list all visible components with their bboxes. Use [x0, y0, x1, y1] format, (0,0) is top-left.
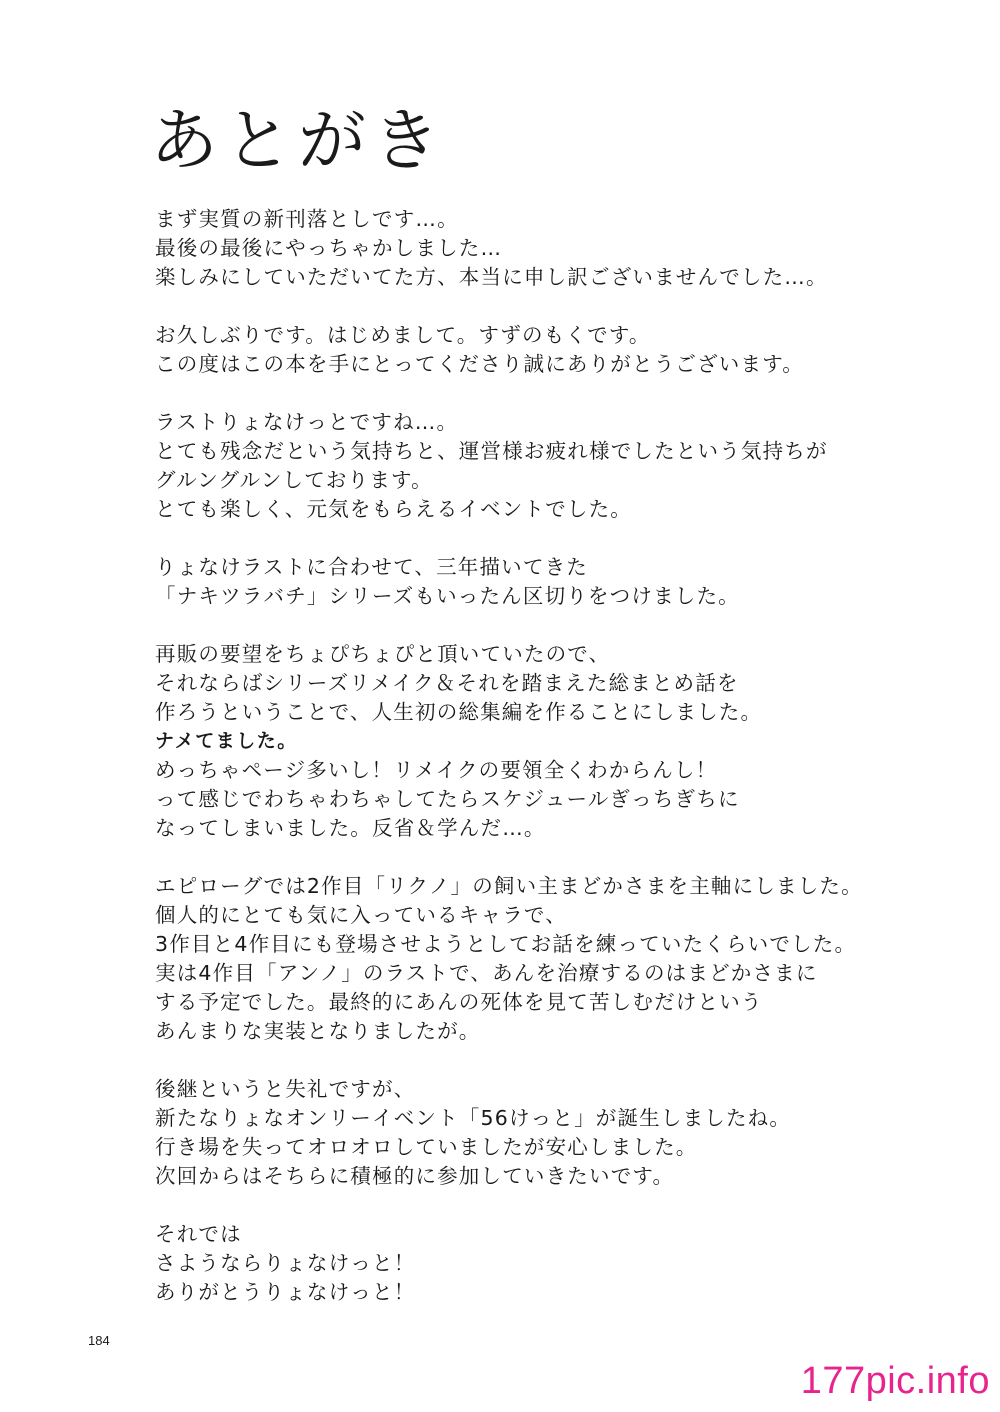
text-line: 新たなりょなオンリーイベント「56けっと」が誕生しましたね。 [155, 1106, 792, 1130]
watermark: 177pic.info [800, 1360, 990, 1402]
text-line: って感じでわちゃわちゃしてたらスケジュールぎっちぎちに [155, 787, 740, 811]
text-line: ありがとうりょなけっと！ [155, 1280, 416, 1304]
text-line: 作ろうということで、人生初の総集編を作ることにしました。 [155, 700, 763, 724]
paragraph [155, 1075, 955, 1191]
text-line: 楽しみにしていただいてた方、本当に申し訳ございませんでした…。 [155, 265, 828, 289]
paragraph [155, 321, 955, 379]
text-line: 「ナキツラバチ」シリーズもいったん区切りをつけました。 [155, 584, 740, 608]
paragraph [155, 1220, 955, 1307]
text-line: 再販の要望をちょぴちょぴと頂いていたので、 [155, 642, 611, 666]
text-line: 後継というと失礼ですが、 [155, 1077, 416, 1101]
text-line: あんまりな実装となりましたが。 [155, 1019, 481, 1043]
text-line: 個人的にとても気に入っているキャラで、 [155, 903, 567, 927]
text-line: お久しぶりです。はじめまして。すずのもくです。 [155, 323, 651, 347]
afterword-body [155, 205, 955, 1307]
text-line: とても楽しく、元気をもらえるイベントでした。 [155, 497, 632, 521]
text-line: 3作目と4作目にも登場させようとしてお話を練っていたくらいでした。 [155, 932, 857, 956]
text-line: それならばシリーズリメイク＆それを踏まえた総まとめ話を [155, 671, 739, 695]
page-title: あとがき [150, 102, 447, 181]
text-line: この度はこの本を手にとってくださり誠にありがとうございます。 [155, 352, 804, 376]
text-line: する予定でした。最終的にあんの死体を見て苦しむだけという [155, 990, 763, 1014]
text-line: まず実質の新刊落としです…。 [155, 207, 459, 231]
text-line: エピローグでは2作目「リクノ」の飼い主まどかさまを主軸にしました。 [155, 874, 863, 898]
text-line: なってしまいました。反省＆学んだ…。 [155, 816, 546, 840]
text-line: 実は4作目「アンノ」のラストで、あんを治療するのはまどかさまに [155, 961, 818, 985]
paragraph [155, 872, 955, 1046]
text-line: ラストりょなけっとですね…。 [155, 410, 459, 434]
emphasis-line: ナメてました。 [155, 730, 298, 752]
page-number: 184 [88, 1333, 110, 1348]
paragraph [155, 553, 955, 611]
text-line: さようならりょなけっと！ [155, 1251, 416, 1275]
paragraph [155, 205, 955, 292]
text-line: めっちゃページ多いし！リメイクの要領全くわからんし！ [155, 758, 718, 782]
text-line: 行き場を失ってオロオロしていましたが安心しました。 [155, 1135, 698, 1159]
text-line: それでは [155, 1222, 242, 1246]
paragraph [155, 640, 955, 843]
text-line: 次回からはそちらに積極的に参加していきたいです。 [155, 1164, 675, 1188]
text-line: りょなけラストに合わせて、三年描いてきた [155, 555, 588, 579]
text-line: グルングルンしております。 [155, 468, 433, 492]
paragraph [155, 408, 955, 524]
text-line: とても残念だという気持ちと、運営様お疲れ様でしたという気持ちが [155, 439, 828, 463]
text-line: 最後の最後にやっちゃかしました… [155, 236, 503, 260]
